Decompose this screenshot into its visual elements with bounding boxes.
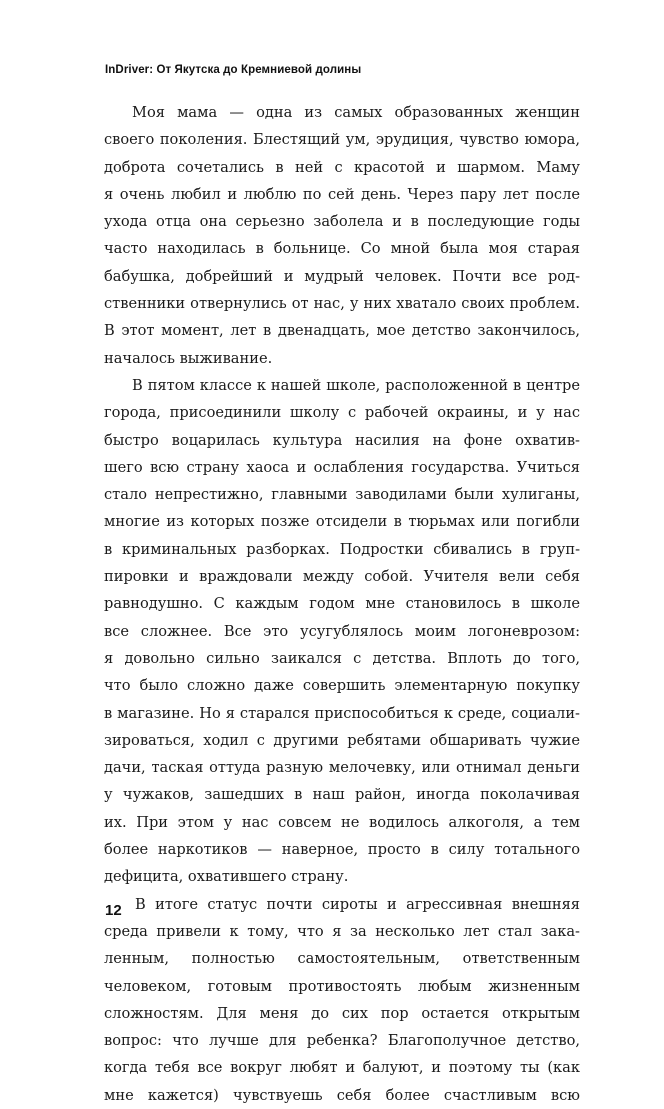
paragraph-1 — [104, 99, 580, 372]
text-line: началось выживание. — [104, 349, 273, 367]
page-number: 12 — [105, 902, 122, 919]
text-line: их. При этом у нас совсем не водилось алкоголя, а тем — [104, 813, 580, 831]
text-line: пировки и враждовали между собой. Учителя вели себя — [104, 568, 580, 586]
text-line: города, присоединили школу с рабочей окраины, и у нас — [104, 404, 580, 422]
text-line: сложностям. Для меня до сих пор остается открытым — [104, 1004, 580, 1022]
body-text — [104, 99, 580, 1109]
text-line: быстро воцарилась культура насилия на фоне охватив- — [104, 431, 580, 449]
text-line: Моя мама — одна из самых образованных женщин — [132, 104, 580, 121]
text-line: шего всю страну хаоса и ослабления государства. Учиться — [104, 458, 580, 476]
text-line: ухода отца она серьезно заболела и в последующие годы — [104, 213, 580, 231]
text-line: доброта сочетались в ней с красотой и шармом. Маму — [104, 158, 580, 176]
text-line: когда тебя все вокруг любят и балуют, и поэтому ты (как — [104, 1059, 580, 1077]
text-line: мне кажется) чувствуешь себя более счастливым всю — [104, 1086, 580, 1104]
text-line: дачи, таская оттуда разную мелочевку, или отнимал деньги — [104, 759, 580, 777]
text-line: В итоге статус почти сироты и агрессивная внешняя — [135, 895, 580, 913]
text-line: я довольно сильно заикался с детства. Вплоть до того, — [104, 649, 580, 667]
text-line: своего поколения. Блестящий ум, эрудиция, чувство юмора, — [104, 131, 580, 149]
text-line: дефицита, охватившего страну. — [104, 868, 349, 886]
text-line: многие из которых позже отсидели в тюрьмах или погибли — [104, 513, 580, 531]
paragraph-2 — [104, 372, 580, 891]
text-line: равнодушно. С каждым годом мне становилось в школе — [104, 595, 580, 613]
text-line: среда привели к тому, что я за несколько лет стал закa- — [104, 922, 580, 940]
text-line: ленным, полностью самостоятельным, ответственным — [104, 950, 580, 968]
text-line: человеком, готовым противостоять любым жизненным — [104, 977, 580, 995]
text-line: часто находилась в больнице. Со мной была моя старая — [104, 240, 580, 258]
text-line: стало непрестижно, главными заводилами были хулиганы, — [104, 486, 580, 504]
text-line: вопрос: что лучше для ребенка? Благополучное детство, — [104, 1032, 580, 1050]
text-line: бабушка, добрейший и мудрый человек. Почти все род- — [104, 267, 580, 285]
text-line: В этот момент, лет в двенадцать, мое детство закончилось, — [104, 322, 580, 340]
text-line: в криминальных разборках. Подростки сбивались в груп- — [104, 540, 580, 558]
text-line: я очень любил и люблю по сей день. Через пару лет после — [104, 185, 580, 203]
text-line: все сложнее. Все это усугублялось моим логоневрозом: — [104, 622, 580, 640]
text-line: зироваться, ходил с другими ребятами обшаривать чужие — [104, 731, 580, 749]
text-line: у чужаков, зашедших в наш район, иногда поколачивая — [104, 786, 580, 804]
running-head: InDriver: От Якутска до Кремниевой долины — [105, 64, 362, 76]
text-line: в магазине. Но я старался приспособиться к среде, социали- — [104, 704, 580, 722]
text-line: что было сложно даже совершить элементарную покупку — [104, 677, 580, 695]
text-line: В пятом классе к нашей школе, расположенной в центре — [132, 376, 580, 394]
text-line: ственники отвернулись от нас, у них хватало своих проблем. — [104, 295, 580, 313]
text-line: более наркотиков — наверное, просто в силу тотального — [104, 841, 580, 859]
